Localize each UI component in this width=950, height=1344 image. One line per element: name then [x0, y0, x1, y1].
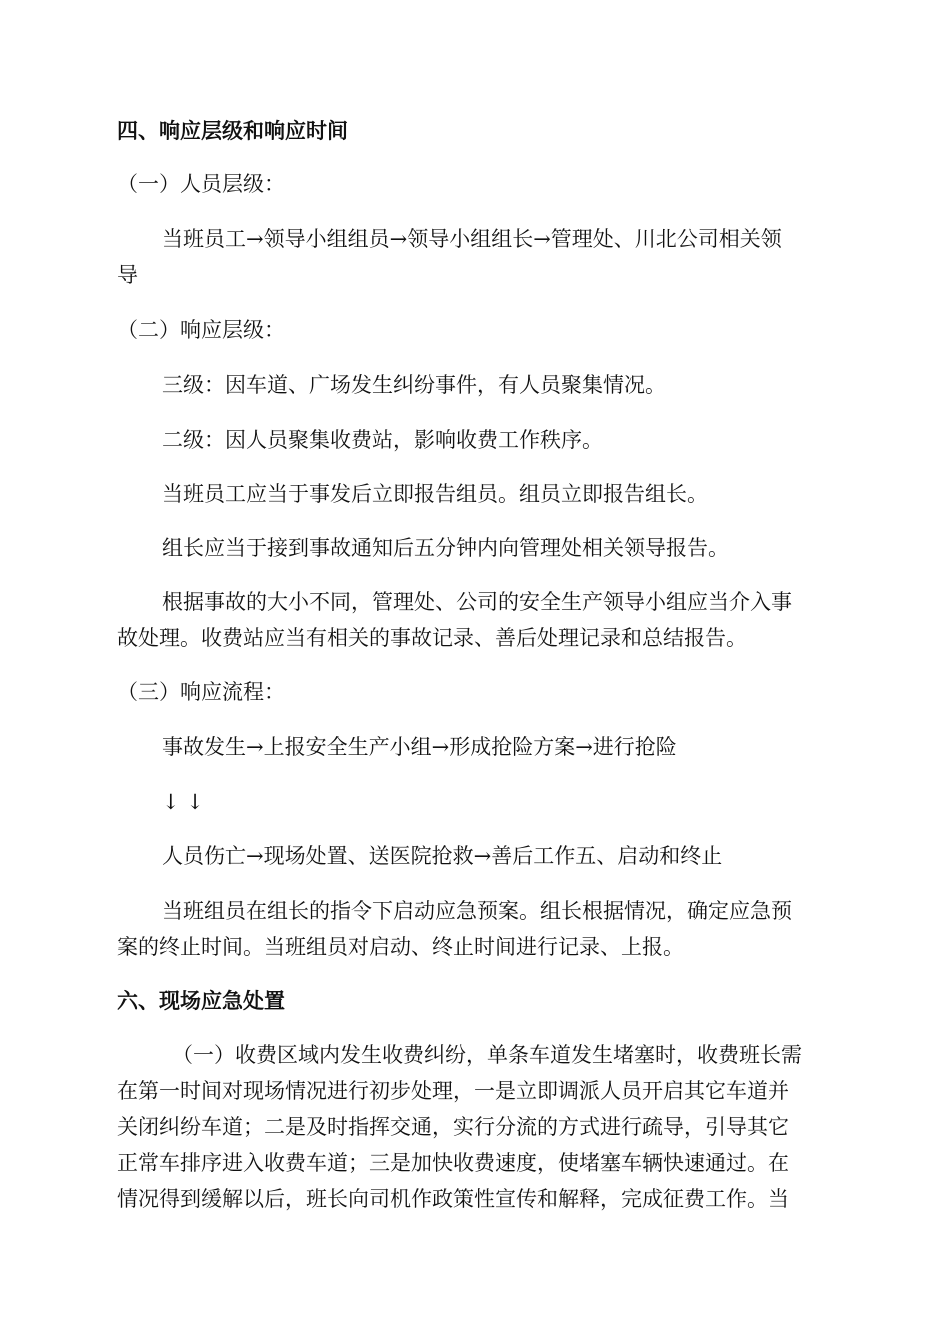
- onsite-para-line1: （一）收费区域内发生收费纠纷，单条车道发生堵塞时，收费班长需: [172, 1043, 802, 1067]
- onsite-para-line5: 情况得到缓解以后，班长向司机作政策性宣传和解释，完成征费工作。当: [117, 1187, 789, 1211]
- start-end-line1: 当班组员在组长的指令下启动应急预案。组长根据情况，确定应急预: [162, 899, 792, 923]
- subheading-response-level: （二）响应层级：: [117, 318, 285, 342]
- level3-text: 三级：因车道、广场发生纠纷事件，有人员聚集情况。: [162, 373, 666, 397]
- onsite-para-line3: 关闭纠纷车道；二是及时指挥交通，实行分流的方式进行疏导，引导其它: [117, 1115, 789, 1139]
- flow-line1: 事故发生→上报安全生产小组→形成抢险方案→进行抢险: [162, 735, 677, 759]
- personnel-chain-line2: 导: [117, 263, 138, 287]
- report-rule-1: 当班员工应当于事发后立即报告组员。组员立即报告组长。: [162, 482, 708, 506]
- onsite-para-line4: 正常车排序进入收费车道；三是加快收费速度，使堵塞车辆快速通过。在: [117, 1151, 789, 1175]
- onsite-para-line2: 在第一时间对现场情况进行初步处理，一是立即调派人员开启其它车道并: [117, 1079, 789, 1103]
- personnel-chain-line1: 当班员工→领导小组组员→领导小组组长→管理处、川北公司相关领: [162, 227, 782, 251]
- section6-heading: 六、现场应急处置: [117, 988, 285, 1013]
- level2-text: 二级：因人员聚集收费站，影响收费工作秩序。: [162, 428, 603, 452]
- subheading-personnel-level: （一）人员层级：: [117, 172, 285, 196]
- subheading-response-flow: （三）响应流程：: [117, 680, 285, 704]
- section4-heading: 四、响应层级和响应时间: [117, 118, 348, 143]
- report-rule-2: 组长应当于接到事故通知后五分钟内向管理处相关领导报告。: [162, 536, 729, 560]
- accident-handling-line1: 根据事故的大小不同，管理处、公司的安全生产领导小组应当介入事: [162, 590, 792, 614]
- start-end-line2: 案的终止时间。当班组员对启动、终止时间进行记录、上报。: [117, 935, 684, 959]
- flow-line2: 人员伤亡→现场处置、送医院抢救→善后工作五、启动和终止: [162, 844, 723, 868]
- accident-handling-line2: 故处理。收费站应当有相关的事故记录、善后处理记录和总结报告。: [117, 626, 747, 650]
- flow-arrows: ↓ ↓: [162, 790, 204, 814]
